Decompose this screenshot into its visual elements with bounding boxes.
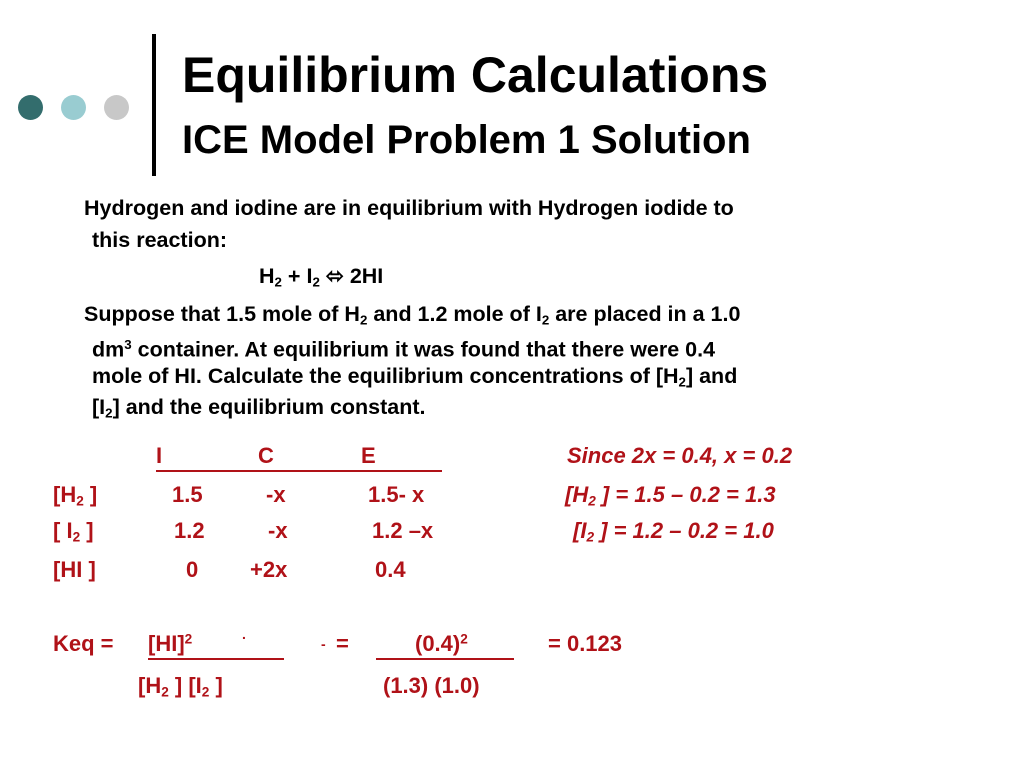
keq-value-numerator: $(0.4)^2$ (415, 631, 468, 656)
decor-dot-light-blue (61, 95, 86, 120)
solution-x: Since 2x = 0.4, x = 0.2 (567, 443, 793, 468)
keq-result: = 0.123 (548, 631, 623, 656)
ice-row-hi-label: [HI ] (53, 557, 96, 582)
keq-value-denominator: (1.3) (1.0) (383, 673, 480, 698)
ice-header-c: C (258, 443, 274, 468)
ice-row-h2-label: [$H_2$ ] (53, 482, 98, 509)
page-title: Equilibrium Calculations (182, 47, 769, 103)
ice-row-hi-change: +2x (250, 557, 288, 582)
solution-h2: [$H_2$ ] = 1.5 – 0.2 = 1.3 (565, 482, 776, 509)
solution-i2: [$I_2$ ] = 1.2 – 0.2 = 1.0 (573, 518, 774, 545)
ice-row-h2-change: -x (266, 482, 286, 507)
title-divider (152, 34, 156, 176)
problem-line-6: $[I_2]$ and the equilibrium constant. (92, 395, 426, 421)
problem-line-1: Hydrogen and iodine are in equilibrium with Hydrogen iodide to (84, 196, 734, 220)
ice-row-i2-change: -x (268, 518, 288, 543)
ice-row-i2-initial: 1.2 (174, 518, 205, 543)
problem-line-4: $dm^3$ container. At equilibrium it was found that there were 0.4 (92, 337, 716, 362)
ice-row-h2-initial: 1.5 (172, 482, 203, 507)
keq-denominator: [$H_2$ ] [$I_2$ ] (138, 673, 223, 700)
decor-dot-dark (18, 95, 43, 120)
ice-header-underline (156, 443, 442, 472)
ice-row-hi-equilibrium: 0.4 (375, 557, 406, 582)
ice-header-e: E (361, 443, 376, 468)
keq-label: Keq = (53, 631, 114, 656)
keq-numerator: [HI]$^2$ (148, 631, 193, 656)
problem-line-5: mole of HI. Calculate the equilibrium concentrations of $[H_2]$ and (92, 364, 738, 390)
keq-dot: . (242, 626, 246, 642)
ice-row-i2-equilibrium: 1.2 –x (372, 518, 434, 543)
keq-dash: - (321, 636, 326, 652)
ice-row-hi-initial: 0 (186, 557, 199, 582)
problem-line-2: this reaction: (92, 228, 227, 252)
reaction-equation: $H_2 + I_2$ ⬄ 2HI (259, 264, 384, 290)
keq-equals: = (336, 631, 349, 656)
decor-dot-gray (104, 95, 129, 120)
page-subtitle: ICE Model Problem 1 Solution (182, 118, 751, 162)
ice-row-h2-equilibrium: 1.5- x (368, 482, 425, 507)
ice-row-i2-label: [ $I_2$ ] (53, 518, 94, 545)
ice-header-i: I (156, 443, 163, 468)
problem-line-3: Suppose that 1.5 mole of $H_2$ and 1.2 mole of $I_2$ are placed in a 1.0 (84, 302, 741, 328)
